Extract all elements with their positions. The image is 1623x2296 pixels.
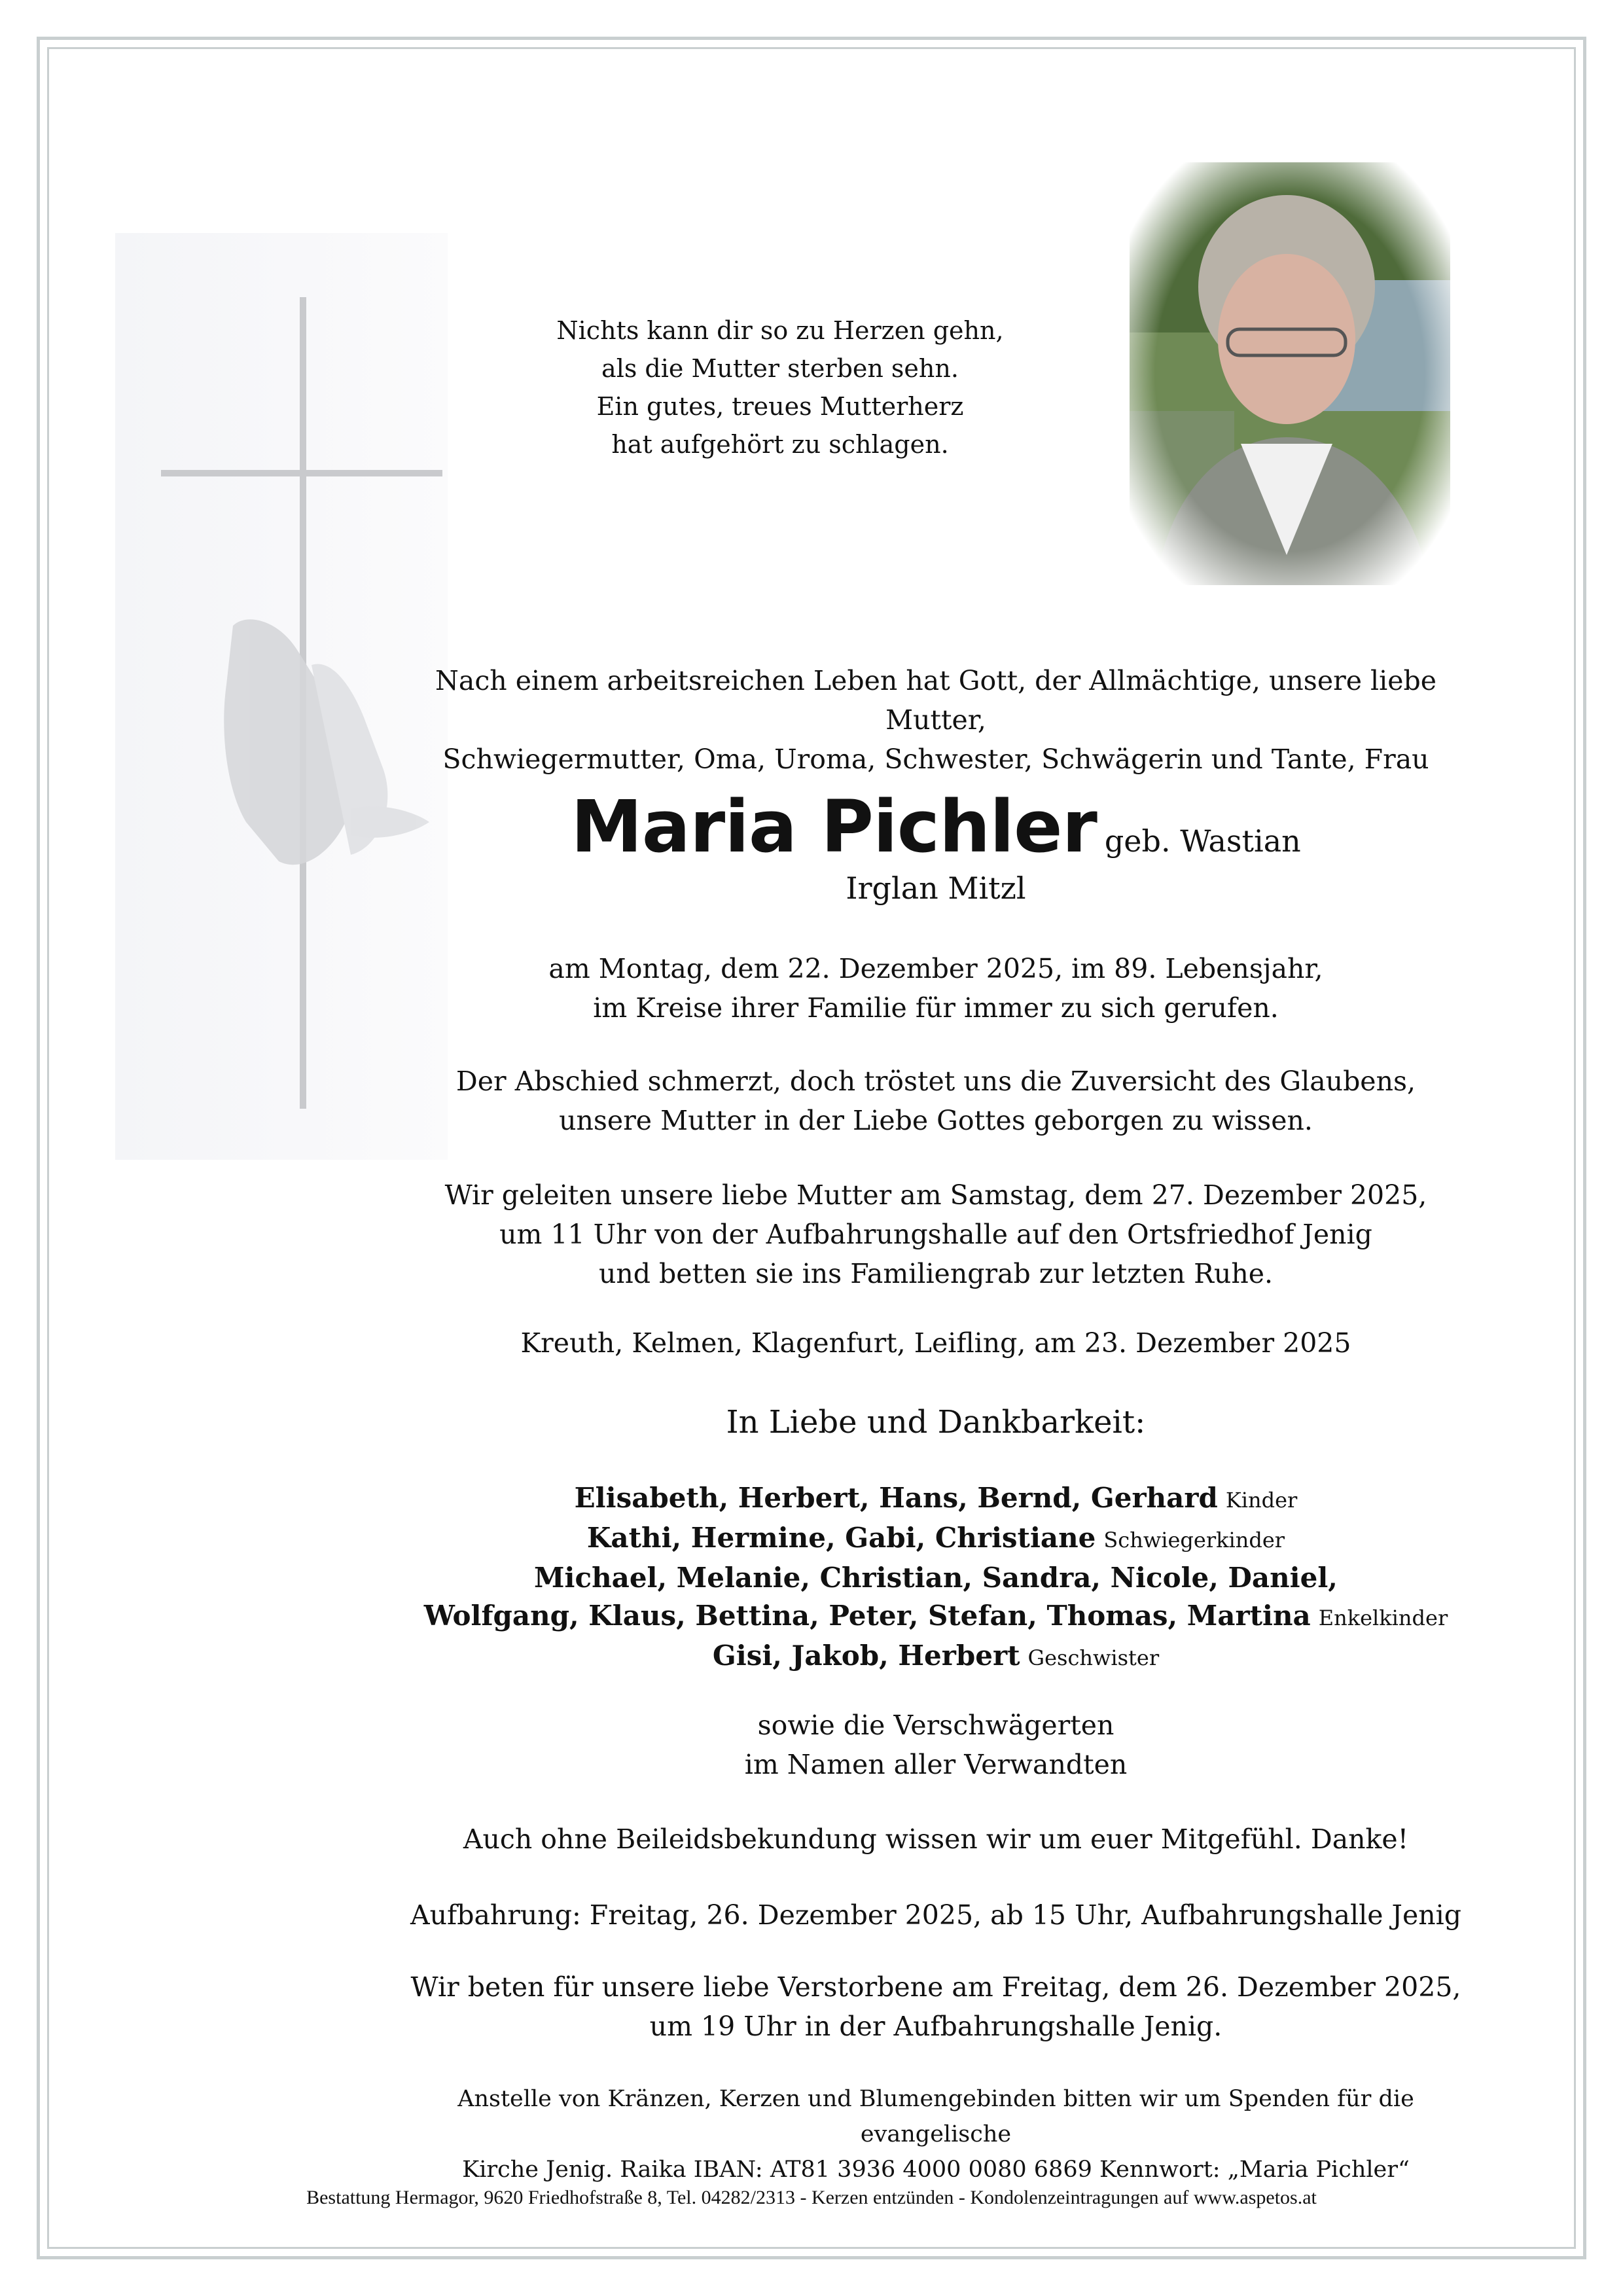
family-grandchildren-2 — [406, 1597, 1466, 1637]
place-date: Kreuth, Kelmen, Klagenfurt, Leifling, am 23. Dezember 2025 — [520, 1327, 1351, 1359]
poem-line: Nichts kann dir so zu Herzen gehn, — [556, 316, 1004, 345]
death-notice — [406, 949, 1466, 1028]
portrait-photo — [1130, 162, 1450, 585]
thanks-text: Auch ohne Beileidsbekundung wissen wir um euer Mitgefühl. Danke! — [463, 1823, 1409, 1855]
siblings-names: Gisi, Jakob, Herbert — [712, 1640, 1020, 1672]
relatives-line: im Namen aller Verwandten — [744, 1749, 1128, 1780]
grandchildren-names: Wolfgang, Klaus, Bettina, Peter, Stefan, Thomas, Martina — [423, 1600, 1311, 1632]
intro-line: Schwiegermutter, Oma, Uroma, Schwester, Schwägerin und Tante, Frau — [442, 744, 1429, 775]
poem — [499, 312, 1061, 463]
in-laws-label: Schwiegerkinder — [1103, 1528, 1285, 1552]
family-list — [406, 1479, 1466, 1677]
viewing-text: Aufbahrung: Freitag, 26. Dezember 2025, ab 15 Uhr, Aufbahrungshalle Jenig — [410, 1899, 1461, 1931]
cross-decoration — [115, 233, 448, 1160]
intro-text — [406, 661, 1466, 779]
footer-text: Bestattung Hermagor, 9620 Friedhofstraße 8, Tel. 04282/2313 - Kerzen entzünden - Kondolenzeintragungen auf www.aspetos.at — [306, 2187, 1317, 2208]
family-in-laws — [406, 1519, 1466, 1559]
poem-line: als die Mutter sterben sehn. — [601, 354, 959, 383]
family-grandchildren-1 — [406, 1559, 1466, 1597]
comfort-text — [406, 1062, 1466, 1140]
comfort-line: unsere Mutter in der Liebe Gottes geborgen zu wissen. — [559, 1105, 1313, 1136]
donation-line: Anstelle von Kränzen, Kerzen und Blumengebinden bitten wir um Spenden für die evangelische — [457, 2086, 1414, 2147]
prayer-line: um 19 Uhr in der Aufbahrungshalle Jenig. — [649, 2011, 1222, 2042]
donation-line: Kirche Jenig. Raika IBAN: AT81 3936 4000 0080 6869 Kennwort: „Maria Pichler“ — [462, 2157, 1410, 2183]
deceased-name: Maria Pichler — [571, 785, 1097, 869]
poem-line: Ein gutes, treues Mutterherz — [596, 392, 964, 421]
funeral-details — [406, 1175, 1466, 1293]
poem-line: hat aufgehört zu schlagen. — [611, 430, 949, 459]
nickname: Irglan Mitzl — [846, 870, 1026, 906]
siblings-label: Geschwister — [1027, 1645, 1160, 1670]
relatives-line: sowie die Verschwägerten — [757, 1710, 1115, 1741]
death-notice-line: am Montag, dem 22. Dezember 2025, im 89. Lebensjahr, — [548, 953, 1323, 984]
prayer-text — [406, 1967, 1466, 2046]
donation-text — [406, 2081, 1466, 2187]
mourners-heading: In Liebe und Dankbarkeit: — [726, 1404, 1146, 1441]
relatives-text — [406, 1706, 1466, 1784]
cross-praying-hands-icon — [115, 233, 448, 1160]
children-names: Elisabeth, Herbert, Hans, Bernd, Gerhard — [574, 1482, 1218, 1514]
funeral-line: um 11 Uhr von der Aufbahrungshalle auf den Ortsfriedhof Jenig — [499, 1219, 1372, 1250]
prayer-line: Wir beten für unsere liebe Verstorbene am Freitag, dem 26. Dezember 2025, — [410, 1971, 1461, 2003]
birth-name: geb. Wastian — [1104, 823, 1301, 859]
family-siblings — [406, 1637, 1466, 1677]
intro-line: Nach einem arbeitsreichen Leben hat Gott, der Allmächtige, unsere liebe Mutter, — [435, 665, 1436, 736]
grandchildren-names: Michael, Melanie, Christian, Sandra, Nicole, Daniel, — [534, 1562, 1338, 1594]
funeral-line: Wir geleiten unsere liebe Mutter am Samstag, dem 27. Dezember 2025, — [444, 1179, 1427, 1211]
death-notice-line: im Kreise ihrer Familie für immer zu sich gerufen. — [593, 992, 1279, 1024]
portrait-image — [1130, 162, 1450, 585]
family-children — [406, 1479, 1466, 1519]
children-label: Kinder — [1225, 1488, 1298, 1513]
in-laws-names: Kathi, Hermine, Gabi, Christiane — [586, 1522, 1096, 1554]
grandchildren-label: Enkelkinder — [1318, 1605, 1448, 1630]
comfort-line: Der Abschied schmerzt, doch tröstet uns die Zuversicht des Glaubens, — [455, 1066, 1416, 1097]
funeral-line: und betten sie ins Familiengrab zur letzten Ruhe. — [598, 1258, 1274, 1289]
